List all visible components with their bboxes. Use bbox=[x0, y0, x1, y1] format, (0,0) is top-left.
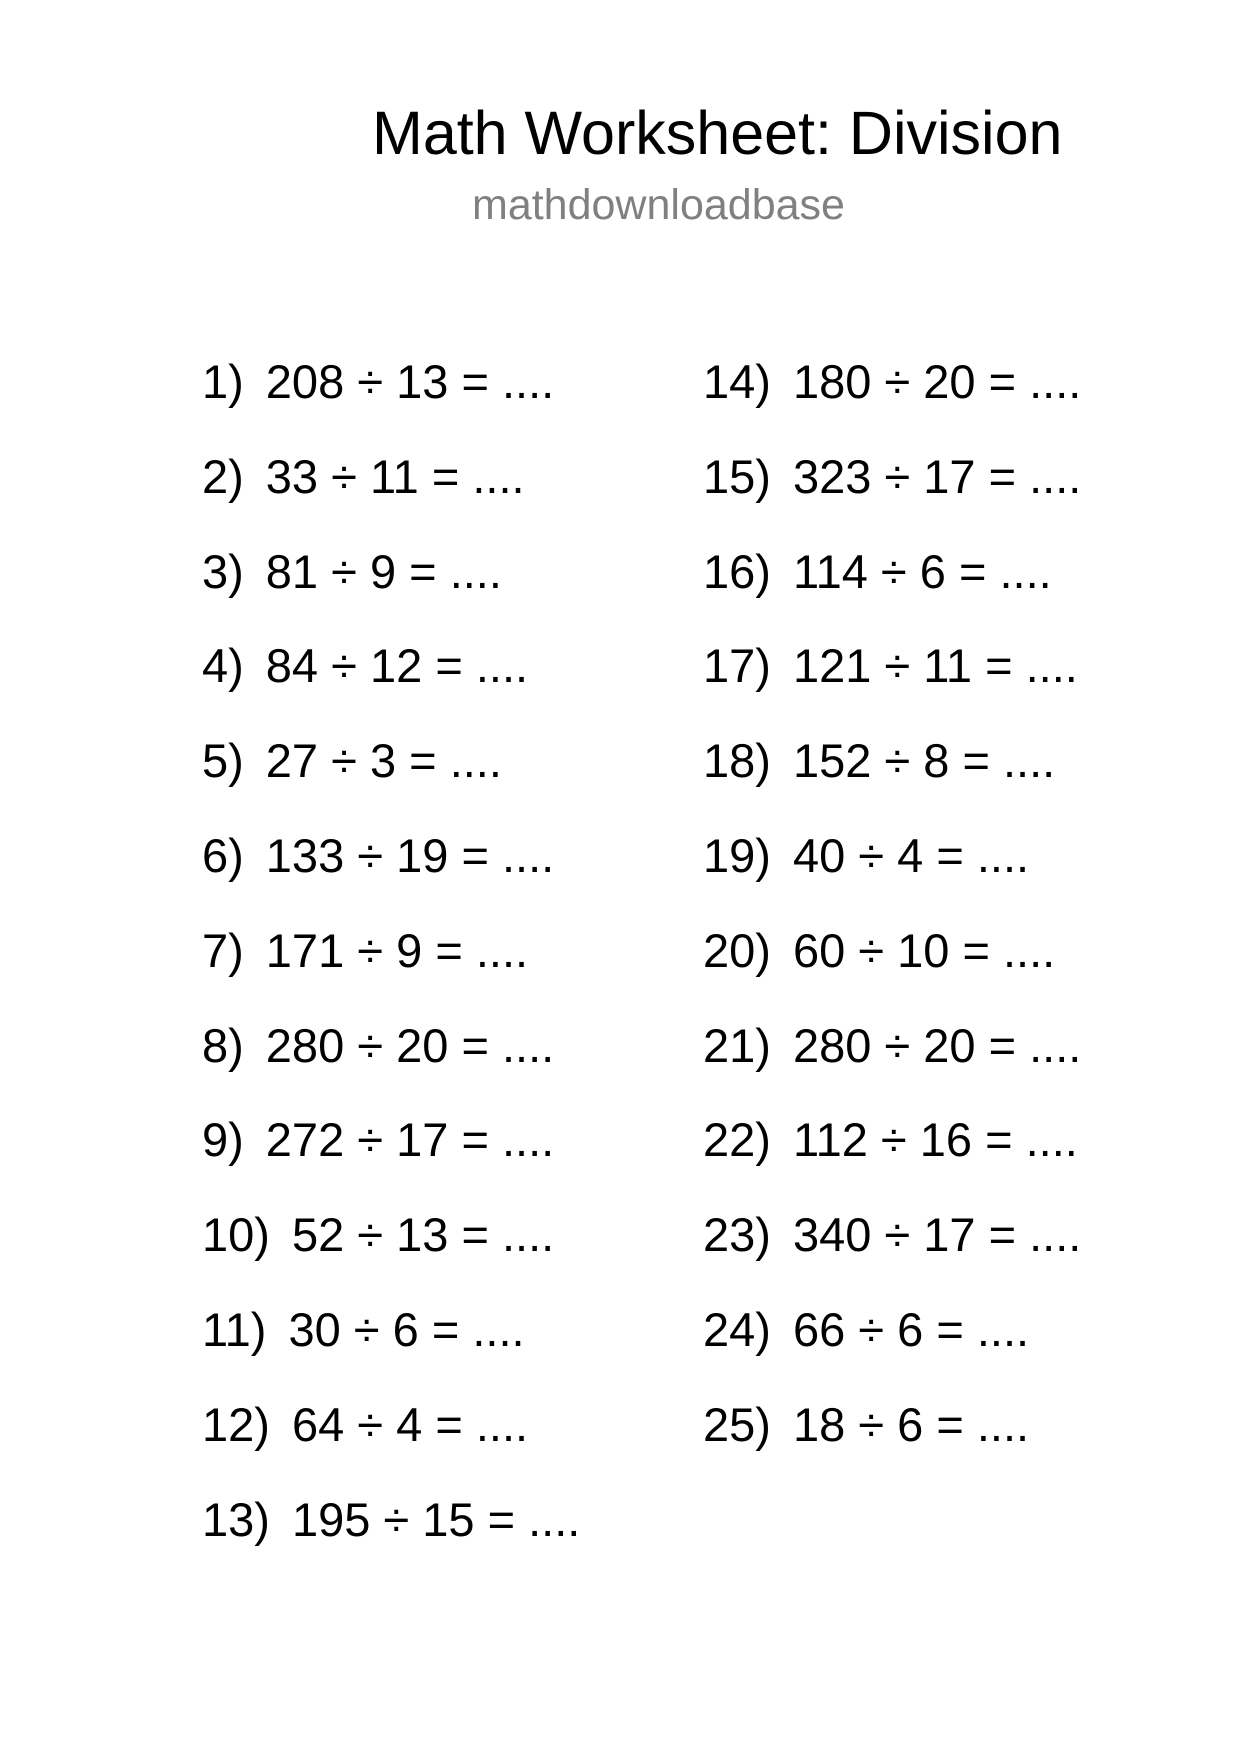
problem-item bbox=[202, 542, 580, 637]
problem-expression: 64 ÷ 4 = .... bbox=[291, 1397, 529, 1451]
problem-expression: 171 ÷ 9 = .... bbox=[265, 923, 529, 977]
problem-number: 4) bbox=[202, 639, 244, 693]
problem-item bbox=[703, 1300, 1081, 1395]
problem-number: 14) bbox=[703, 355, 771, 408]
problem-item bbox=[703, 542, 1081, 637]
problem-item bbox=[703, 447, 1081, 542]
problem-expression: 340 ÷ 17 = .... bbox=[792, 1208, 1082, 1262]
problem-number: 21) bbox=[703, 1018, 771, 1072]
problem-item bbox=[703, 731, 1081, 826]
problem-expression: 52 ÷ 13 = .... bbox=[291, 1208, 555, 1262]
problem-expression: 323 ÷ 17 = .... bbox=[792, 449, 1082, 503]
problem-expression: 33 ÷ 11 = .... bbox=[265, 449, 525, 503]
problem-number: 17) bbox=[703, 639, 771, 693]
problem-item bbox=[202, 1110, 580, 1205]
problem-item bbox=[202, 1490, 580, 1585]
problem-expression: 84 ÷ 12 = .... bbox=[265, 639, 529, 693]
problem-item bbox=[202, 731, 580, 826]
problem-expression: 27 ÷ 3 = .... bbox=[265, 734, 502, 788]
problem-expression: 60 ÷ 10 = .... bbox=[792, 923, 1056, 977]
problem-number: 24) bbox=[703, 1302, 771, 1356]
problem-item bbox=[202, 352, 580, 447]
problem-expression: 121 ÷ 11 = .... bbox=[792, 639, 1078, 693]
problem-number: 9) bbox=[202, 1113, 244, 1167]
problem-number: 15) bbox=[703, 449, 771, 503]
problem-expression: 112 ÷ 16 = .... bbox=[792, 1113, 1078, 1167]
problem-expression: 195 ÷ 15 = .... bbox=[291, 1492, 581, 1546]
problem-number: 16) bbox=[703, 544, 771, 598]
problem-expression: 66 ÷ 6 = .... bbox=[792, 1302, 1030, 1356]
problem-expression: 280 ÷ 20 = .... bbox=[265, 1018, 555, 1072]
problem-item bbox=[202, 636, 580, 731]
problem-expression: 280 ÷ 20 = .... bbox=[792, 1018, 1082, 1072]
problem-number: 12) bbox=[202, 1397, 270, 1451]
problem-expression: 152 ÷ 8 = .... bbox=[792, 734, 1056, 788]
problem-item bbox=[703, 826, 1081, 921]
problem-item bbox=[202, 447, 580, 542]
problem-item bbox=[202, 1016, 580, 1111]
problem-number: 6) bbox=[202, 828, 244, 882]
problem-number: 2) bbox=[202, 449, 244, 503]
problem-item bbox=[202, 921, 580, 1016]
problem-number: 11) bbox=[202, 1302, 267, 1356]
problems-left-column bbox=[202, 352, 580, 1584]
problem-expression: 81 ÷ 9 = .... bbox=[265, 544, 502, 598]
problem-number: 22) bbox=[703, 1113, 771, 1167]
problem-item bbox=[703, 636, 1081, 731]
problem-number: 10) bbox=[202, 1208, 270, 1262]
problem-number: 3) bbox=[202, 544, 244, 598]
problem-item bbox=[202, 1205, 580, 1300]
problem-item bbox=[703, 352, 1081, 447]
page-subtitle: mathdownloadbase bbox=[472, 181, 845, 229]
problem-number: 7) bbox=[202, 923, 244, 977]
problem-expression: 180 ÷ 20 = .... bbox=[792, 355, 1082, 408]
problem-item bbox=[703, 1205, 1081, 1300]
problem-expression: 30 ÷ 6 = .... bbox=[288, 1302, 525, 1356]
problem-number: 25) bbox=[703, 1397, 771, 1451]
problem-number: 20) bbox=[703, 923, 771, 977]
problem-expression: 272 ÷ 17 = .... bbox=[265, 1113, 555, 1167]
problem-number: 13) bbox=[202, 1492, 270, 1546]
problem-item bbox=[703, 1110, 1081, 1205]
problems-right-column bbox=[703, 352, 1081, 1490]
problem-number: 5) bbox=[202, 734, 244, 788]
problem-number: 19) bbox=[703, 828, 771, 882]
problem-number: 8) bbox=[202, 1018, 244, 1072]
problem-item bbox=[202, 1300, 580, 1395]
problem-expression: 208 ÷ 13 = .... bbox=[265, 355, 555, 408]
problem-number: 1) bbox=[202, 355, 244, 408]
problem-expression: 133 ÷ 19 = .... bbox=[265, 828, 555, 882]
problem-item bbox=[703, 1016, 1081, 1111]
problem-item bbox=[703, 921, 1081, 1016]
problem-expression: 114 ÷ 6 = .... bbox=[792, 544, 1052, 598]
page-title: Math Worksheet: Division bbox=[372, 99, 1063, 167]
problem-item bbox=[202, 1395, 580, 1490]
problem-expression: 40 ÷ 4 = .... bbox=[792, 828, 1030, 882]
problem-item bbox=[202, 826, 580, 921]
problem-expression: 18 ÷ 6 = .... bbox=[792, 1397, 1030, 1451]
problem-number: 23) bbox=[703, 1208, 771, 1262]
problem-number: 18) bbox=[703, 734, 771, 788]
problem-item bbox=[703, 1395, 1081, 1490]
